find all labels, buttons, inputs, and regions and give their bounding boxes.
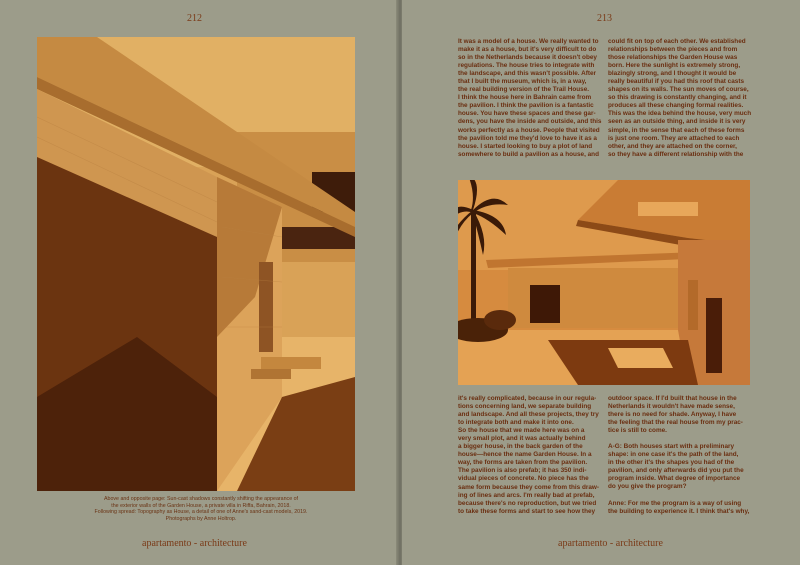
text-column-1-bottom: [458, 395, 605, 516]
garden-house-shadow-photo: [37, 37, 355, 491]
text-column-2-top: [608, 38, 754, 159]
garden-house-courtyard-photo: [458, 180, 750, 385]
text-line: simple, in the sense that each of these forms: [608, 126, 745, 134]
text-line: to take these forms and start to see how they: [458, 507, 596, 515]
text-line: house—hence the name Garden House. In a: [458, 451, 592, 459]
text-line: other, and they are attached on the corner,: [608, 142, 737, 150]
text-line: pavilion, and only afterwards did you put the: [608, 467, 744, 475]
text-line: so this drawing is constantly changing, and it: [608, 94, 747, 102]
text-line: It was a model of a house. We really wanted to: [458, 38, 599, 45]
text-line: dens, you have the inside and outside, and this: [458, 118, 602, 126]
text-line: The pavilion is also prefab; it has 350 indi-: [458, 467, 587, 475]
text-line: the real building version of the Trail House.: [458, 86, 590, 94]
text-line: so they have a different relationship with the: [608, 150, 744, 158]
text-line: produces all these changing formal realities.: [608, 102, 744, 110]
text-line: so in the Netherlands because it doesn't obey: [458, 54, 597, 62]
text-line: seen as an outside thing, and inside it is very: [608, 118, 746, 126]
text-line: A-G: Both houses start with a preliminary: [608, 443, 735, 451]
text-line: house. You have these spaces and these gar-: [458, 110, 596, 118]
text-column-1-top: [458, 38, 605, 159]
text-line: outdoor space. If I'd built that house in the: [608, 395, 737, 402]
courtyard-photo-illustration: [458, 180, 750, 385]
text-line: really beautiful if you had this roof that casts: [608, 78, 745, 86]
text-column-2-bottom: [608, 395, 754, 516]
page-number: 212: [187, 13, 202, 24]
caption-line: Photographs by Anne Holtrop.: [165, 515, 237, 522]
text-line: the landscape, and this wasn't possible. After: [458, 70, 597, 78]
text-line: born. Here the sunlight is extremely strong,: [608, 62, 741, 70]
page-number: 213: [597, 13, 612, 24]
photo-caption: [86, 496, 316, 522]
text-line: the pavilion told me they'd love to have it as a: [458, 134, 597, 142]
text-line: ing of lines and arcs. I'm really bad at prefab,: [458, 491, 595, 499]
text-line: Anne: For me the program is a way of using: [608, 499, 742, 507]
text-line: to integrate both and make it into one.: [458, 419, 574, 427]
text-line: So the house that we made here was on a: [458, 427, 585, 435]
text-line: make it as a house, but it's very difficult to do: [458, 46, 597, 54]
right-page: [402, 0, 800, 565]
text-line: the feeling that the real house from my prac-: [608, 419, 743, 427]
text-line: blazingly strong, and I thought it would be: [608, 70, 737, 78]
text-line: vidual pieces of concrete. No piece has the: [458, 475, 589, 483]
text-line: those relationships the Garden House was: [608, 54, 738, 62]
text-line: somewhere to build a pavilion as a house, and: [458, 150, 599, 158]
page-footer: apartamento - architecture: [558, 538, 663, 549]
text-line: I think the house here in Bahrain came from: [458, 94, 592, 102]
text-line: that I built the museum, which is, in a way,: [458, 78, 587, 86]
text-line: there is no need for shade. Anyway, I have: [608, 411, 737, 419]
architecture-photo-illustration: [37, 37, 355, 491]
text-line: very small plot, and it was actually behind: [458, 435, 586, 443]
text-line: works perfectly as a house. People that visited: [458, 126, 600, 134]
caption-line: Above and opposite page: Sun-cast shadows constantly shifting the appearance of: [103, 496, 299, 502]
text-line: and landscape. And all these projects, they try: [458, 411, 599, 419]
text-line: This was the idea behind the house, very much: [608, 110, 752, 118]
text-line: shapes on its walls. The sun moves of course,: [608, 86, 749, 94]
text-line: do you give the program?: [608, 483, 687, 491]
caption-line: the exterior walls of the Garden House, a private villa in Riffa, Bahrain, 2018.: [111, 502, 291, 509]
text-line: Netherlands it wouldn't have made sense,: [608, 403, 735, 411]
text-line: the pavilion. I think the pavilion is a fantastic: [458, 102, 594, 110]
text-line: same form because they come from this draw-: [458, 483, 599, 491]
text-line: tice is still to come.: [608, 427, 667, 435]
text-line: tions concerning land, we separate building: [458, 403, 592, 411]
text-line: a bigger house, in the back garden of the: [458, 443, 583, 451]
text-line: program inside. What degree of importance: [608, 475, 741, 483]
text-line: because there's no reproduction, but we tried: [458, 499, 597, 507]
left-page: [0, 0, 398, 565]
text-line: it's really complicated, because in our regula-: [458, 395, 597, 402]
text-line: way, the forms are taken from the pavilion.: [458, 459, 588, 467]
text-line: regulations. The house tries to integrate with: [458, 62, 595, 70]
text-line: could fit on top of each other. We established: [608, 38, 746, 45]
page-footer: apartamento - architecture: [142, 538, 247, 549]
text-line: relationships between the pieces and from: [608, 46, 738, 54]
text-line: in the other it's the shapes you had of the: [608, 459, 735, 467]
text-line: house. I started looking to buy a plot of land: [458, 142, 593, 150]
text-line: the building to experience it. I think that's why,: [608, 507, 750, 515]
caption-line: Following spread: Topography as House, a detail of one of Anne's sand-cast models, 2019.: [94, 509, 308, 516]
text-line: shape: in one case it's the path of the land,: [608, 451, 739, 459]
text-line: is just one room. They are attached to each: [608, 134, 740, 142]
